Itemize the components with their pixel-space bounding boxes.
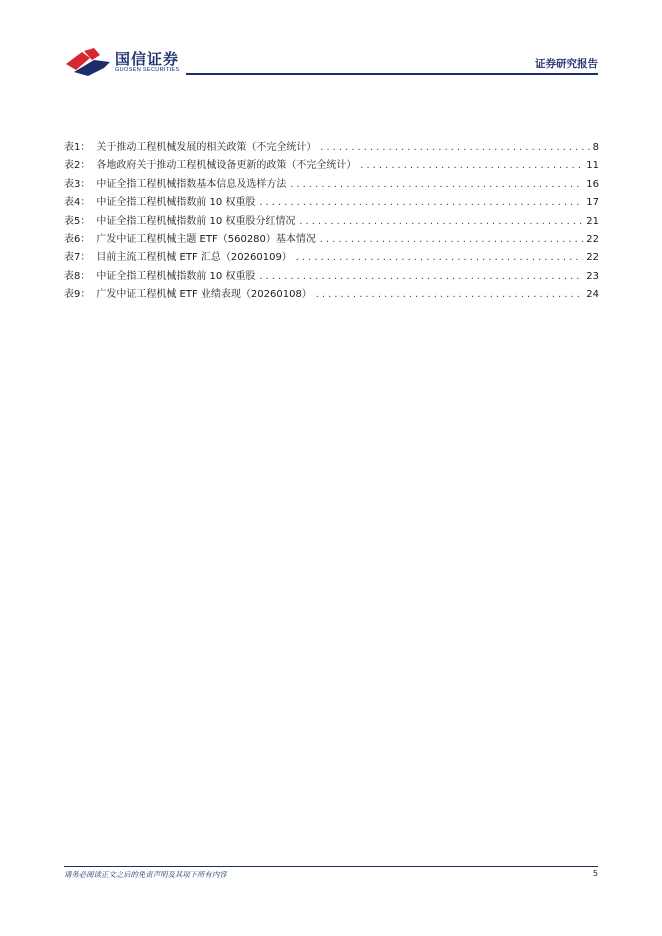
toc-entry-number: 表4： [64, 197, 91, 209]
toc-entry[interactable] [64, 212, 599, 230]
toc-entry-number: 表9： [64, 289, 91, 301]
report-type-label: 证券研究报告 [535, 58, 598, 70]
toc-entry-number: 表1： [64, 142, 91, 153]
toc-entry[interactable] [64, 138, 599, 156]
toc-dot-leader [258, 198, 583, 207]
toc-entry-page: 11 [586, 160, 599, 172]
toc-entry[interactable] [64, 248, 599, 266]
toc-entry[interactable] [64, 175, 599, 193]
toc-entry-number: 表2： [64, 160, 91, 172]
toc-entry-title: 中证全指工程机械指数前 10 权重股 [96, 197, 256, 209]
toc-entry-title: 中证全指工程机械指数前 10 权重股 [96, 270, 256, 282]
toc-entry-page: 16 [586, 178, 599, 190]
footer-disclaimer: 请务必阅读正文之后的免责声明及其项下所有内容 [64, 870, 227, 879]
logo-chinese-name: 国信证券 [115, 50, 180, 68]
toc-dot-leader [289, 180, 583, 189]
toc-entry-title: 广发中证工程机械主题 ETF（560280）基本情况 [96, 233, 316, 245]
toc-entry-page: 21 [586, 215, 599, 227]
toc-entry-page: 24 [586, 289, 599, 301]
toc-entry-number: 表7： [64, 252, 91, 264]
toc-entry-title: 各地政府关于推动工程机械设备更新的政策（不完全统计） [96, 160, 357, 172]
toc-entry-number: 表6： [64, 233, 91, 245]
toc-entry-number: 表8： [64, 270, 91, 282]
page-number: 5 [592, 869, 598, 878]
toc-entry-title: 广发中证工程机械 ETF 业绩表现（20260108） [96, 289, 312, 301]
guosen-logo [64, 46, 184, 80]
toc-dot-leader [319, 143, 589, 152]
toc-entry-page: 17 [586, 197, 599, 209]
logo-english-name: GUOSEN SECURITIES [115, 67, 180, 73]
toc-entry-title: 目前主流工程机械 ETF 汇总（20260109） [96, 252, 292, 264]
header-divider [186, 73, 598, 75]
toc-entry-number: 表3： [64, 178, 91, 190]
toc-entry-number: 表5： [64, 215, 91, 227]
guosen-logo-mark-icon [64, 48, 112, 78]
toc-entry-page: 22 [586, 233, 599, 245]
toc-dot-leader [319, 235, 583, 244]
toc-entry[interactable] [64, 285, 599, 303]
toc-entry[interactable] [64, 156, 599, 174]
toc-entry[interactable] [64, 230, 599, 248]
toc-entry[interactable] [64, 193, 599, 211]
toc-dot-leader [258, 272, 583, 281]
toc-entry-title: 关于推动工程机械发展的相关政策（不完全统计） [96, 142, 317, 153]
table-of-tables [64, 138, 599, 304]
footer-divider [64, 866, 598, 867]
toc-dot-leader [295, 253, 583, 262]
toc-entry-page: 8 [592, 142, 599, 153]
toc-entry-page: 22 [586, 252, 599, 264]
toc-entry-title: 中证全指工程机械指数前 10 权重股分红情况 [96, 215, 296, 227]
toc-dot-leader [359, 161, 583, 170]
toc-entry[interactable] [64, 267, 599, 285]
toc-entry-page: 23 [586, 270, 599, 282]
toc-dot-leader [315, 290, 583, 299]
toc-dot-leader [298, 217, 583, 226]
toc-entry-title: 中证全指工程机械指数基本信息及选样方法 [96, 178, 287, 190]
